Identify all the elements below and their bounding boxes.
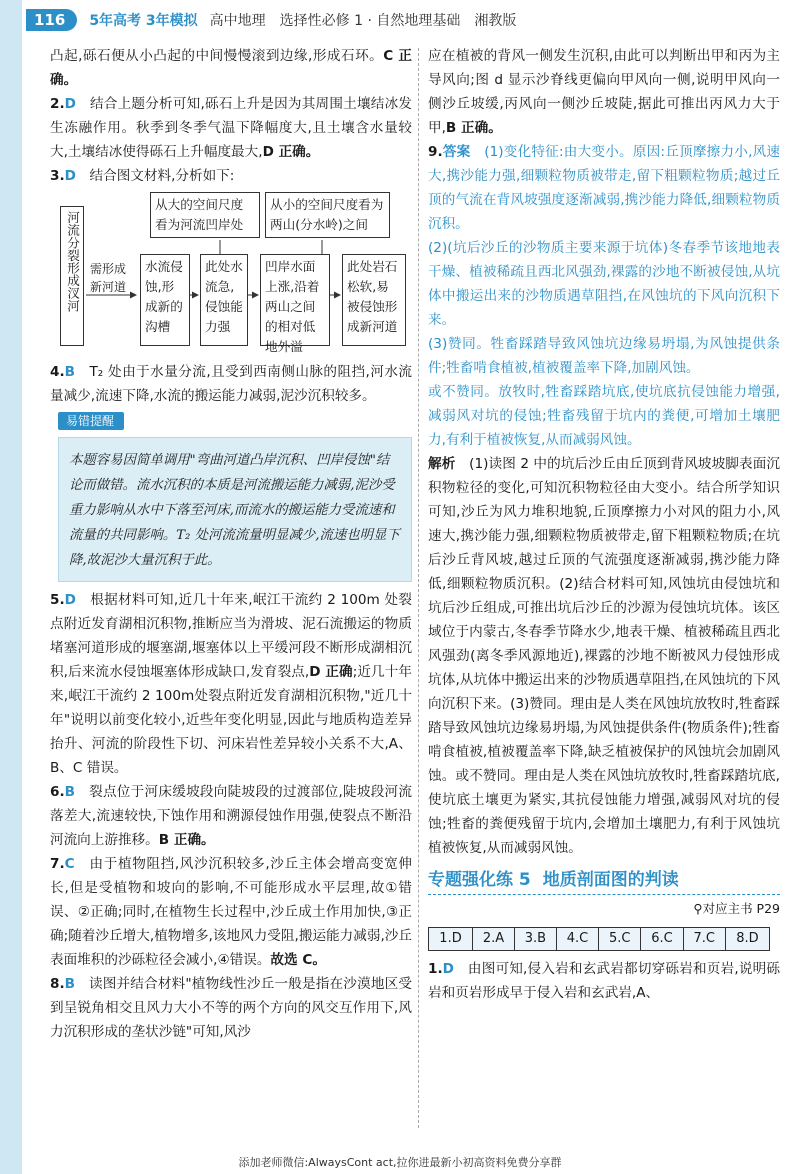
question-9-answer-2: (2)(坑后沙丘的沙物质主要来源于坑体)冬春季节该地地表干燥、植被稀疏且西北风强劲,裸露的沙地不断被侵蚀,从坑体中搬运出来的沙物质遇草阻挡,在风蚀坑的下风向沉积下来。 xyxy=(428,240,780,328)
question-9-answer-1: 9.答案 (1)变化特征:由大变小。原因:丘顶摩擦力小,风速大,携沙能力强,细颗粒物质被带走,留下粗颗粒物质;越过丘顶的气流在背风坡强度逐渐减弱,携沙能力降低,细颗粒物质沉积。 xyxy=(428,144,781,232)
hint-text: 本题容易因简单调用"弯曲河道凸岸沉积、凹岸侵蚀"结论而做错。流水沉积的本质是河流搬运能力减弱,泥沙受重力影响从水中下落至河床,而流水的搬运能力受流速和流量的共同影响。T₂ 处河流流量明显减少,流速也明显下降,故泥沙大量沉积于此。 xyxy=(69,453,400,568)
paragraph-continued: 凸起,砾石便从小凸起的中间慢慢滚到边缘,形成石环。C 正确。 xyxy=(50,48,412,88)
box-overflow: 凹岸水面上涨,沿着两山之间的相对低地外溢 xyxy=(260,254,330,346)
box-soft-rock: 此处岩石松软,易被侵蚀形成新河道 xyxy=(342,254,406,346)
answer-cell: 8.D xyxy=(725,928,769,951)
section-question-1: 1.D 由图可知,侵入岩和玄武岩都切穿砾岩和页岩,说明砾岩和页岩形成早于侵入岩和玄武岩,A、 xyxy=(428,961,781,1001)
answer-cell: 1.D xyxy=(429,928,473,951)
footer-note: 添加老师微信:AlwaysCont act,拉你进最新小初高资料免费分享群 xyxy=(238,1156,562,1169)
column-divider xyxy=(418,48,419,1128)
side-strip xyxy=(0,0,22,1174)
answer-cell: 4.C xyxy=(556,928,598,951)
page-header xyxy=(22,0,800,40)
label-need-new-channel: 需形成新河道 xyxy=(90,262,127,294)
question-3: 3.D 结合图文材料,分析如下: xyxy=(50,168,235,184)
subject-title: 高中地理 选择性必修 1 · 自然地理基础 湘教版 xyxy=(209,13,517,29)
answer-cell: 6.C xyxy=(641,928,683,951)
section-name: 地质剖面图的判读 xyxy=(542,870,679,890)
page-number: 116 xyxy=(26,9,77,31)
box-fast-flow: 此处水流急,侵蚀能力强 xyxy=(200,254,248,346)
question-2: 2.D 结合上题分析可知,砾石上升是因为其周围土壤结冰发生冻融作用。秋季到冬季气温下降幅度大,且土壤含水量较大,土壤结冰使得砾石上升幅度最大,D 正确。 xyxy=(50,96,413,160)
series-title: 5年高考 3年模拟 xyxy=(89,13,198,29)
section-title xyxy=(428,868,780,895)
box-small-scale: 从小的空间尺度看为两山(分水岭)之间 xyxy=(265,192,390,238)
flow-diagram xyxy=(60,192,412,356)
question-9-answer-3: (3)赞同。牲畜踩踏导致风蚀坑边缘易坍塌,为风蚀提供条件;牲畜啃食植被,植被覆盖率下降,加剧风蚀。 xyxy=(428,336,780,376)
box-river-split: 河流分裂形成汊河 xyxy=(60,206,84,346)
box-erosion-trench: 水流侵蚀,形成新的沟槽 xyxy=(140,254,190,346)
question-9-answer-4: 或不赞同。放牧时,牲畜踩踏坑底,使坑底抗侵蚀能力增强,减弱风对坑的侵蚀;牲畜残留于坑内的粪便,可增加土壤肥力,有利于植被恢复,从而减弱风蚀。 xyxy=(428,384,780,448)
box-large-scale: 从大的空间尺度看为河流凹岸处 xyxy=(150,192,260,238)
answer-table xyxy=(428,927,770,951)
search-icon: ⚲ xyxy=(693,901,703,916)
question-6: 6.B 裂点位于河床缓坡段向陡坡段的过渡部位,陡坡段河流落差大,流速较快,下蚀作用和溯源侵蚀作用强,使裂点不断沿河流向上游推移。B 正确。 xyxy=(50,784,412,848)
answer-cell: 3.B xyxy=(514,928,556,951)
question-5: 5.D 根据材料可知,近几十年来,岷江干流约 2 100m 处裂点附近发育湖相沉积物,推断应当为滑坡、泥石流搬运的物质堵塞河道形成的堰塞湖,堰塞体以上平缓河段不断形成湖相沉积,后来流水侵蚀堰塞体形成缺口,发育裂点,D 正确;近几十年来,岷江干流约 2 100m处裂点附近发育湖相沉积物,"近几十年"说明以前变化较小,近些年变化明显,因此与地质构造差异抬升、河流的阶段性下切、河床岩性差异较小关系不大,A、B、C 错误。 xyxy=(50,592,412,776)
hint-tag: 易错提醒 xyxy=(58,412,124,430)
left-column xyxy=(50,44,412,1044)
hint-box xyxy=(58,437,412,582)
answer-cell: 5.C xyxy=(599,928,641,951)
question-8-continued: 应在植被的背风一侧发生沉积,由此可以判断出甲和丙为主导风向;图 d 显示沙脊线更偏向甲风向一侧,说明甲风向一侧沙丘坡缓,丙风向一侧沙丘坡陡,据此可推出丙风力大于甲,B 正确。 xyxy=(428,48,780,136)
answer-cell: 2.A xyxy=(473,928,515,951)
question-8: 8.B 读图并结合材料"植物线性沙丘一般是指在沙漠地区受到呈锐角相交且风力大小不等的两个方向的风交互作用下,风力沉积形成的垄状沙链"可知,风沙 xyxy=(50,976,412,1040)
question-9-analysis: 解析 (1)读图 2 中的坑后沙丘由丘顶到背风坡坡脚表面沉积物粒径的变化,可知沉积物粒径由大变小。结合所学知识可知,沙丘为风力堆积地貌,丘顶摩擦力小对风的阻力小,风速大,携沙能力强,细颗粒物质被带走,留下粗颗粒物质;在坑后沙丘背风坡,越过丘顶的气流强度逐渐减弱,携沙能力降低,细颗粒物质沉积。(2)结合材料可知,风蚀坑由侵蚀坑和坑后沙丘组成,可推出坑后沙丘的沙源为侵蚀坑坑体。该区域位于内蒙古,冬春季节降水少,地表干燥、植被稀疏且西北风强劲(离冬季风源地近),裸露的沙地不断被风力侵蚀形成坑体,从坑体中搬运出来的沙物质遇草阻挡,在风蚀坑的下风向沉积下来。(3)赞同。理由是人类在风蚀坑放牧时,牲畜踩踏导致风蚀坑边缘易坍塌,为风蚀提供条件(物质条件);牲畜啃食植被,植被覆盖率下降,缺乏植被保护的风蚀坑会加剧风蚀。或不赞同。理由是人类在风蚀坑放牧时,牲畜踩踏坑底,使坑底土壤更为紧实,其抗侵蚀能力增强,减弱风对坑的侵蚀;牲畜的粪便残留于坑内,会增加土壤肥力,有利于风蚀坑植被恢复,从而减弱风蚀。 xyxy=(428,456,781,856)
right-column xyxy=(428,44,780,1005)
question-4: 4.B T₂ 处由于水量分流,且受到西南侧山脉的阻挡,河水流量减少,流速下降,水流的搬运能力减弱,泥沙沉积较多。 xyxy=(50,364,413,404)
question-7: 7.C 由于植物阻挡,风沙沉积较多,沙丘主体会增高变宽伸长,但是受植物和坡向的影响,不可能形成水平层理,故①错误、②正确;同时,在植物生长过程中,沙丘成土作用加快,③正确;随着沙丘增大,植物增多,该地风力受阻,搬运能力减弱,沙丘表面堆积的沙砾粒径会减小,④错误。故选 C。 xyxy=(50,856,413,968)
section-number: 专题强化练 5 xyxy=(428,870,531,890)
answer-cell: 7.C xyxy=(683,928,725,951)
reference-link: ⚲对应主书 P29 xyxy=(693,901,780,916)
answer-row xyxy=(429,928,770,951)
